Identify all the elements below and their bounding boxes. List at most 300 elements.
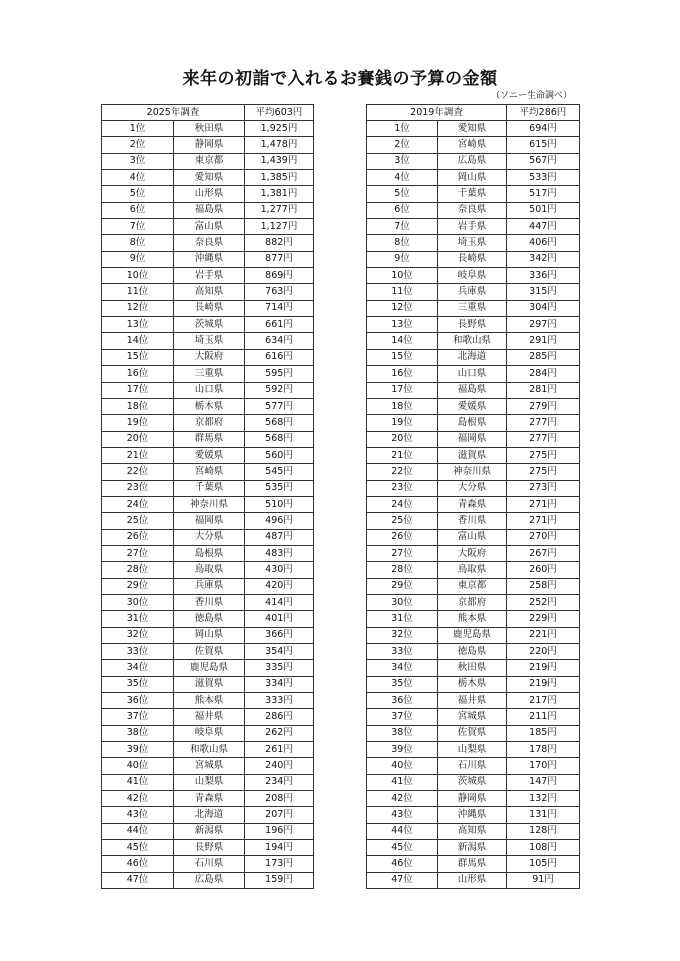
table-row xyxy=(367,366,580,382)
amount-cell: 147円 xyxy=(507,774,580,790)
prefecture-cell: 長崎県 xyxy=(174,300,245,316)
amount-cell: 170円 xyxy=(507,758,580,774)
ranking-table-2025 xyxy=(101,104,314,889)
prefecture-cell: 新潟県 xyxy=(438,840,507,856)
prefecture-cell: 京都府 xyxy=(174,415,245,431)
rank-cell: 44位 xyxy=(367,823,438,839)
rank-cell: 9位 xyxy=(367,251,438,267)
rank-cell: 7位 xyxy=(102,219,174,235)
amount-cell: 261円 xyxy=(245,742,314,758)
prefecture-cell: 熊本県 xyxy=(438,611,507,627)
table-row xyxy=(367,709,580,725)
table-row xyxy=(102,251,314,267)
rank-cell: 46位 xyxy=(102,856,174,872)
amount-cell: 354円 xyxy=(245,644,314,660)
average-amount-header: 平均603円 xyxy=(245,105,314,121)
prefecture-cell: 大阪府 xyxy=(174,349,245,365)
prefecture-cell: 富山県 xyxy=(438,529,507,545)
prefecture-cell: 長崎県 xyxy=(438,251,507,267)
table-row xyxy=(367,594,580,610)
table-row xyxy=(102,676,314,692)
rank-cell: 21位 xyxy=(102,447,174,463)
amount-cell: 315円 xyxy=(507,284,580,300)
amount-cell: 568円 xyxy=(245,431,314,447)
amount-cell: 132円 xyxy=(507,791,580,807)
ranking-table-2019 xyxy=(366,104,580,889)
amount-cell: 406円 xyxy=(507,235,580,251)
amount-cell: 334円 xyxy=(245,676,314,692)
table-row xyxy=(102,284,314,300)
prefecture-cell: 沖縄県 xyxy=(438,807,507,823)
rank-cell: 12位 xyxy=(367,300,438,316)
table-row xyxy=(367,219,580,235)
table-row xyxy=(367,284,580,300)
prefecture-cell: 広島県 xyxy=(174,872,245,888)
rank-cell: 27位 xyxy=(367,545,438,561)
prefecture-cell: 北海道 xyxy=(174,807,245,823)
amount-cell: 284円 xyxy=(507,366,580,382)
table-row xyxy=(367,251,580,267)
prefecture-cell: 群馬県 xyxy=(438,856,507,872)
prefecture-cell: 長野県 xyxy=(174,840,245,856)
rank-cell: 25位 xyxy=(102,513,174,529)
table-row xyxy=(102,513,314,529)
rank-cell: 28位 xyxy=(102,562,174,578)
table-row xyxy=(367,121,580,137)
amount-cell: 173円 xyxy=(245,856,314,872)
amount-cell: 91円 xyxy=(507,872,580,888)
rank-cell: 31位 xyxy=(367,611,438,627)
table-row xyxy=(367,791,580,807)
table-row xyxy=(102,464,314,480)
rank-cell: 2位 xyxy=(367,137,438,153)
amount-cell: 560円 xyxy=(245,447,314,463)
amount-cell: 568円 xyxy=(245,415,314,431)
table-row xyxy=(367,447,580,463)
rank-cell: 5位 xyxy=(367,186,438,202)
prefecture-cell: 奈良県 xyxy=(438,202,507,218)
rank-cell: 41位 xyxy=(102,774,174,790)
table-row xyxy=(367,823,580,839)
rank-cell: 33位 xyxy=(102,644,174,660)
rank-cell: 30位 xyxy=(367,594,438,610)
amount-cell: 275円 xyxy=(507,464,580,480)
table-row xyxy=(102,480,314,496)
rank-cell: 47位 xyxy=(367,872,438,888)
prefecture-cell: 福井県 xyxy=(174,709,245,725)
table-row xyxy=(102,431,314,447)
prefecture-cell: 秋田県 xyxy=(438,660,507,676)
table-row xyxy=(102,660,314,676)
prefecture-cell: 千葉県 xyxy=(174,480,245,496)
prefecture-cell: 宮城県 xyxy=(438,709,507,725)
table-row xyxy=(102,791,314,807)
rank-cell: 43位 xyxy=(367,807,438,823)
prefecture-cell: 山形県 xyxy=(438,872,507,888)
rank-cell: 25位 xyxy=(367,513,438,529)
prefecture-cell: 兵庫県 xyxy=(174,578,245,594)
rank-cell: 11位 xyxy=(102,284,174,300)
amount-cell: 567円 xyxy=(507,153,580,169)
rank-cell: 46位 xyxy=(367,856,438,872)
table-row xyxy=(367,513,580,529)
table-row xyxy=(367,186,580,202)
amount-cell: 545円 xyxy=(245,464,314,480)
rank-cell: 16位 xyxy=(367,366,438,382)
amount-cell: 196円 xyxy=(245,823,314,839)
rank-cell: 8位 xyxy=(102,235,174,251)
table-row xyxy=(367,545,580,561)
amount-cell: 342円 xyxy=(507,251,580,267)
table-row xyxy=(367,644,580,660)
table-row xyxy=(102,725,314,741)
rank-cell: 34位 xyxy=(102,660,174,676)
amount-cell: 220円 xyxy=(507,644,580,660)
rank-cell: 26位 xyxy=(367,529,438,545)
prefecture-cell: 岐阜県 xyxy=(438,268,507,284)
amount-cell: 595円 xyxy=(245,366,314,382)
rank-cell: 42位 xyxy=(102,791,174,807)
prefecture-cell: 愛媛県 xyxy=(174,447,245,463)
rank-cell: 47位 xyxy=(102,872,174,888)
prefecture-cell: 佐賀県 xyxy=(174,644,245,660)
amount-cell: 219円 xyxy=(507,660,580,676)
prefecture-cell: 長野県 xyxy=(438,317,507,333)
prefecture-cell: 栃木県 xyxy=(438,676,507,692)
prefecture-cell: 徳島県 xyxy=(174,611,245,627)
table-row xyxy=(102,349,314,365)
amount-cell: 763円 xyxy=(245,284,314,300)
amount-cell: 178円 xyxy=(507,742,580,758)
rank-cell: 10位 xyxy=(102,268,174,284)
amount-cell: 291円 xyxy=(507,333,580,349)
prefecture-cell: 福岡県 xyxy=(174,513,245,529)
prefecture-cell: 山口県 xyxy=(438,366,507,382)
table-row xyxy=(102,268,314,284)
prefecture-cell: 茨城県 xyxy=(438,774,507,790)
table-row xyxy=(102,153,314,169)
table-row xyxy=(102,562,314,578)
amount-cell: 1,381円 xyxy=(245,186,314,202)
amount-cell: 229円 xyxy=(507,611,580,627)
amount-cell: 333円 xyxy=(245,693,314,709)
rank-cell: 36位 xyxy=(367,693,438,709)
rank-cell: 14位 xyxy=(102,333,174,349)
table-row xyxy=(367,415,580,431)
amount-cell: 401円 xyxy=(245,611,314,627)
rank-cell: 24位 xyxy=(367,496,438,512)
prefecture-cell: 香川県 xyxy=(438,513,507,529)
table-row xyxy=(367,660,580,676)
prefecture-cell: 福岡県 xyxy=(438,431,507,447)
rank-cell: 27位 xyxy=(102,545,174,561)
prefecture-cell: 山梨県 xyxy=(174,774,245,790)
amount-cell: 420円 xyxy=(245,578,314,594)
amount-cell: 1,127円 xyxy=(245,219,314,235)
prefecture-cell: 石川県 xyxy=(438,758,507,774)
amount-cell: 262円 xyxy=(245,725,314,741)
table-row xyxy=(102,219,314,235)
table-row xyxy=(367,758,580,774)
prefecture-cell: 滋賀県 xyxy=(174,676,245,692)
table-row xyxy=(102,447,314,463)
prefecture-cell: 茨城県 xyxy=(174,317,245,333)
rank-cell: 40位 xyxy=(102,758,174,774)
rank-cell: 18位 xyxy=(102,398,174,414)
prefecture-cell: 北海道 xyxy=(438,349,507,365)
prefecture-cell: 千葉県 xyxy=(438,186,507,202)
rank-cell: 3位 xyxy=(367,153,438,169)
table-row xyxy=(102,137,314,153)
prefecture-cell: 香川県 xyxy=(174,594,245,610)
rank-cell: 14位 xyxy=(367,333,438,349)
amount-cell: 211円 xyxy=(507,709,580,725)
rank-cell: 34位 xyxy=(367,660,438,676)
rank-cell: 29位 xyxy=(367,578,438,594)
amount-cell: 882円 xyxy=(245,235,314,251)
prefecture-cell: 静岡県 xyxy=(438,791,507,807)
rank-cell: 4位 xyxy=(102,170,174,186)
prefecture-cell: 栃木県 xyxy=(174,398,245,414)
table-row xyxy=(367,856,580,872)
amount-cell: 414円 xyxy=(245,594,314,610)
amount-cell: 1,277円 xyxy=(245,202,314,218)
prefecture-cell: 宮崎県 xyxy=(438,137,507,153)
rank-cell: 36位 xyxy=(102,693,174,709)
rank-cell: 31位 xyxy=(102,611,174,627)
table-row xyxy=(102,627,314,643)
table-row xyxy=(367,398,580,414)
prefecture-cell: 福島県 xyxy=(438,382,507,398)
table-row xyxy=(102,545,314,561)
amount-cell: 304円 xyxy=(507,300,580,316)
prefecture-cell: 徳島県 xyxy=(438,644,507,660)
table-row xyxy=(367,268,580,284)
rank-cell: 44位 xyxy=(102,823,174,839)
amount-cell: 207円 xyxy=(245,807,314,823)
table-row xyxy=(367,431,580,447)
table-row xyxy=(367,317,580,333)
amount-cell: 240円 xyxy=(245,758,314,774)
amount-cell: 219円 xyxy=(507,676,580,692)
rank-cell: 12位 xyxy=(102,300,174,316)
amount-cell: 108円 xyxy=(507,840,580,856)
rank-cell: 22位 xyxy=(367,464,438,480)
amount-cell: 535円 xyxy=(245,480,314,496)
rank-cell: 9位 xyxy=(102,251,174,267)
table-row xyxy=(367,627,580,643)
rank-cell: 8位 xyxy=(367,235,438,251)
prefecture-cell: 島根県 xyxy=(438,415,507,431)
rank-cell: 42位 xyxy=(367,791,438,807)
prefecture-cell: 宮城県 xyxy=(174,758,245,774)
prefecture-cell: 愛知県 xyxy=(174,170,245,186)
table-row xyxy=(367,382,580,398)
prefecture-cell: 兵庫県 xyxy=(438,284,507,300)
table-row xyxy=(102,415,314,431)
table-row xyxy=(102,300,314,316)
table-row xyxy=(367,774,580,790)
prefecture-cell: 愛知県 xyxy=(438,121,507,137)
table-row xyxy=(102,529,314,545)
rank-cell: 43位 xyxy=(102,807,174,823)
prefecture-cell: 大分県 xyxy=(174,529,245,545)
amount-cell: 517円 xyxy=(507,186,580,202)
table-row xyxy=(367,300,580,316)
table-row xyxy=(102,823,314,839)
amount-cell: 634円 xyxy=(245,333,314,349)
rank-cell: 15位 xyxy=(367,349,438,365)
table-row xyxy=(367,464,580,480)
amount-cell: 335円 xyxy=(245,660,314,676)
amount-cell: 487円 xyxy=(245,529,314,545)
prefecture-cell: 福島県 xyxy=(174,202,245,218)
rank-cell: 20位 xyxy=(102,431,174,447)
rank-cell: 37位 xyxy=(102,709,174,725)
prefecture-cell: 静岡県 xyxy=(174,137,245,153)
prefecture-cell: 広島県 xyxy=(438,153,507,169)
survey-year-header: 2019年調査 xyxy=(367,105,507,121)
table-row xyxy=(102,709,314,725)
prefecture-cell: 岡山県 xyxy=(174,627,245,643)
rank-cell: 32位 xyxy=(102,627,174,643)
table-row xyxy=(367,202,580,218)
prefecture-cell: 岐阜県 xyxy=(174,725,245,741)
table-row xyxy=(367,349,580,365)
table-row xyxy=(102,758,314,774)
amount-cell: 252円 xyxy=(507,594,580,610)
prefecture-cell: 宮崎県 xyxy=(174,464,245,480)
table-row xyxy=(102,235,314,251)
amount-cell: 501円 xyxy=(507,202,580,218)
amount-cell: 286円 xyxy=(245,709,314,725)
rank-cell: 33位 xyxy=(367,644,438,660)
table-row xyxy=(367,693,580,709)
prefecture-cell: 埼玉県 xyxy=(438,235,507,251)
prefecture-cell: 富山県 xyxy=(174,219,245,235)
prefecture-cell: 青森県 xyxy=(174,791,245,807)
rank-cell: 45位 xyxy=(367,840,438,856)
table-row xyxy=(367,676,580,692)
prefecture-cell: 高知県 xyxy=(438,823,507,839)
table-row xyxy=(102,872,314,888)
table-row xyxy=(367,562,580,578)
table-row xyxy=(102,317,314,333)
table-row xyxy=(367,137,580,153)
amount-cell: 260円 xyxy=(507,562,580,578)
table-row xyxy=(102,578,314,594)
amount-cell: 267円 xyxy=(507,545,580,561)
amount-cell: 1,439円 xyxy=(245,153,314,169)
amount-cell: 877円 xyxy=(245,251,314,267)
table-row xyxy=(367,480,580,496)
prefecture-cell: 高知県 xyxy=(174,284,245,300)
amount-cell: 714円 xyxy=(245,300,314,316)
rank-cell: 23位 xyxy=(102,480,174,496)
amount-cell: 616円 xyxy=(245,349,314,365)
amount-cell: 430円 xyxy=(245,562,314,578)
rank-cell: 1位 xyxy=(367,121,438,137)
amount-cell: 285円 xyxy=(507,349,580,365)
table-row xyxy=(102,807,314,823)
prefecture-cell: 鳥取県 xyxy=(174,562,245,578)
amount-cell: 1,478円 xyxy=(245,137,314,153)
prefecture-cell: 秋田県 xyxy=(174,121,245,137)
prefecture-cell: 滋賀県 xyxy=(438,447,507,463)
rank-cell: 38位 xyxy=(367,725,438,741)
table-row xyxy=(102,398,314,414)
rank-cell: 26位 xyxy=(102,529,174,545)
prefecture-cell: 奈良県 xyxy=(174,235,245,251)
prefecture-cell: 群馬県 xyxy=(174,431,245,447)
rank-cell: 18位 xyxy=(367,398,438,414)
rank-cell: 15位 xyxy=(102,349,174,365)
rank-cell: 3位 xyxy=(102,153,174,169)
table-row xyxy=(367,333,580,349)
rank-cell: 22位 xyxy=(102,464,174,480)
amount-cell: 105円 xyxy=(507,856,580,872)
prefecture-cell: 岩手県 xyxy=(174,268,245,284)
prefecture-cell: 岡山県 xyxy=(438,170,507,186)
rank-cell: 4位 xyxy=(367,170,438,186)
amount-cell: 258円 xyxy=(507,578,580,594)
amount-cell: 234円 xyxy=(245,774,314,790)
amount-cell: 447円 xyxy=(507,219,580,235)
amount-cell: 297円 xyxy=(507,317,580,333)
prefecture-cell: 島根県 xyxy=(174,545,245,561)
prefecture-cell: 佐賀県 xyxy=(438,725,507,741)
amount-cell: 194円 xyxy=(245,840,314,856)
rank-cell: 6位 xyxy=(367,202,438,218)
prefecture-cell: 神奈川県 xyxy=(174,496,245,512)
table-row xyxy=(102,611,314,627)
table-row xyxy=(367,578,580,594)
amount-cell: 336円 xyxy=(507,268,580,284)
prefecture-cell: 和歌山県 xyxy=(438,333,507,349)
prefecture-cell: 大分県 xyxy=(438,480,507,496)
table-row xyxy=(102,644,314,660)
prefecture-cell: 埼玉県 xyxy=(174,333,245,349)
amount-cell: 277円 xyxy=(507,431,580,447)
rank-cell: 16位 xyxy=(102,366,174,382)
table-row xyxy=(367,235,580,251)
source-note: （ソニー生命調べ） xyxy=(491,91,572,101)
prefecture-cell: 山口県 xyxy=(174,382,245,398)
amount-cell: 366円 xyxy=(245,627,314,643)
table-row xyxy=(102,840,314,856)
prefecture-cell: 鹿児島県 xyxy=(438,627,507,643)
amount-cell: 577円 xyxy=(245,398,314,414)
rank-cell: 32位 xyxy=(367,627,438,643)
rank-cell: 39位 xyxy=(102,742,174,758)
table-row xyxy=(367,529,580,545)
table-header-row xyxy=(367,105,580,121)
amount-cell: 1,925円 xyxy=(245,121,314,137)
rank-cell: 6位 xyxy=(102,202,174,218)
amount-cell: 271円 xyxy=(507,513,580,529)
amount-cell: 271円 xyxy=(507,496,580,512)
prefecture-cell: 神奈川県 xyxy=(438,464,507,480)
amount-cell: 533円 xyxy=(507,170,580,186)
prefecture-cell: 福井県 xyxy=(438,693,507,709)
rank-cell: 21位 xyxy=(367,447,438,463)
rank-cell: 37位 xyxy=(367,709,438,725)
rank-cell: 19位 xyxy=(102,415,174,431)
rank-cell: 35位 xyxy=(102,676,174,692)
rank-cell: 39位 xyxy=(367,742,438,758)
table-row xyxy=(102,693,314,709)
amount-cell: 592円 xyxy=(245,382,314,398)
